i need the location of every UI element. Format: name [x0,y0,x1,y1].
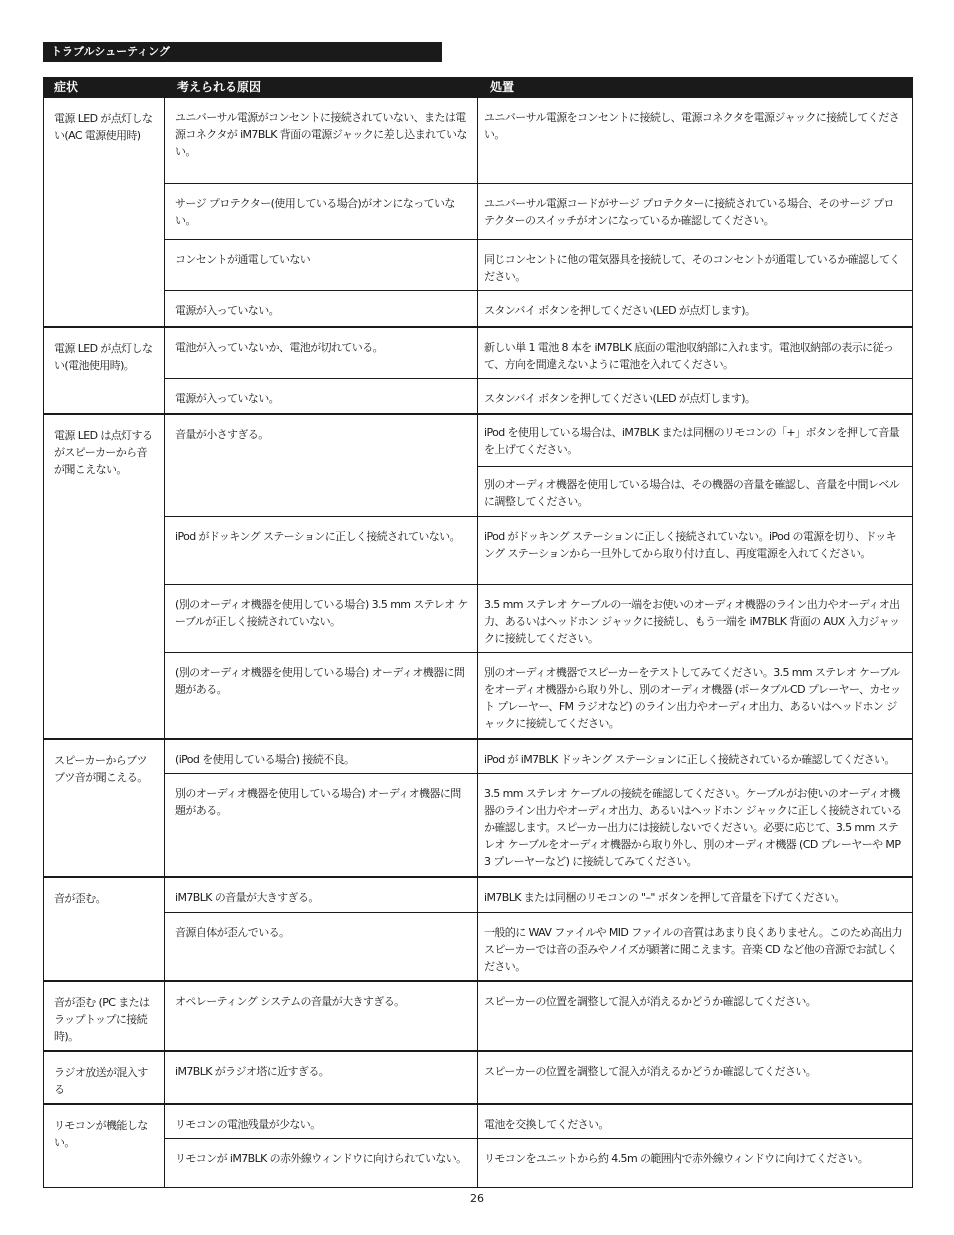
table-row [44,184,913,240]
cause-cell: リモコンが iM7BLK の赤外線ウィンドウに向けられていない。 [165,1138,478,1187]
table-row [44,414,913,517]
solution-cell: スタンバイ ボタンを押してください(LED が点灯します)。 [478,291,913,327]
table-row [44,1138,913,1187]
symptom-cell: リモコンが機能しない。 [44,1104,165,1188]
table-row [44,912,913,981]
table-row [44,981,913,1051]
cause-cell: iM7BLK の音量が大きすぎる。 [165,877,478,912]
table-row [44,327,913,379]
cause-cell: 別のオーディオ機器を使用している場合) オーディオ機器に問題がある。 [165,773,478,877]
table-row [44,291,913,327]
solution-cell: iPod が iM7BLK ドッキング ステーションに正しく接続されているか確認してください。 [478,739,913,774]
cause-cell: (iPod を使用している場合) 接続不良。 [165,739,478,774]
table-row [44,1104,913,1139]
table-row [44,1051,913,1104]
table-row [44,585,913,653]
cause-cell: サージ プロテクター(使用している場合)がオンになっていない。 [165,184,478,240]
solution-cell [478,414,913,517]
table-body [44,98,913,1188]
cause-cell: 音源自体が歪んでいる。 [165,912,478,981]
solution-cell: 新しい単 1 電池 8 本を iM7BLK 底面の電池収納部に入れます。電池収納部の表示に従って、方向を間違えないように電池を入れてください。 [478,327,913,379]
cause-cell: (別のオーディオ機器を使用している場合) オーディオ機器に問題がある。 [165,653,478,739]
cause-cell: コンセントが通電していない [165,240,478,291]
symptom-cell: 音が歪む。 [44,877,165,981]
table-row [44,378,913,414]
cause-cell: iPod がドッキング ステーションに正しく接続されていない。 [165,517,478,585]
table-header-row [44,77,913,98]
page-number: 26 [470,1192,484,1205]
cause-cell: リモコンの電池残量が少ない。 [165,1104,478,1139]
table-row [44,517,913,585]
solution-cell: iPod がドッキング ステーションに正しく接続されていない。iPod の電源を切り、ドッキング ステーションから一旦外してから取り付け直し、再度電源を入れてください。 [478,517,913,585]
cause-cell: オペレーティング システムの音量が大きすぎる。 [165,981,478,1051]
table-row [44,877,913,912]
solution-cell: 同じコンセントに他の電気器具を接続して、そのコンセントが通電しているか確認してください。 [478,240,913,291]
cause-cell: iM7BLK がラジオ塔に近すぎる。 [165,1051,478,1104]
solution-text: 別のオーディオ機器を使用している場合は、その機器の音量を確認し、音量を中間レベルに調整してください。 [484,478,900,508]
solution-cell: スピーカーの位置を調整して混入が消えるかどうか確認してください。 [478,1051,913,1104]
solution-cell: 別のオーディオ機器でスピーカーをテストしてみてください。3.5 mm ステレオ ケーブルをオーディオ機器から取り外し、別のオーディオ機器 (ポータブルCD プレーヤー、カセット プレーヤー、FM ラジオなど) のライン出力やオーディオ出力、あるいはヘッドホン ジャックに接続してください。 [478,653,913,739]
solution-cell: 3.5 mm ステレオ ケーブルの接続を確認してください。ケーブルがお使いのオーディオ機器のライン出力やオーディオ出力、あるいはヘッドホン ジャックに正しく接続されているか確認します。スピーカー出力には接続しないでください。必要に応じて、3.5 mm ステレオ ケーブルをオーディオ機器から取り外し、別のオーディオ機器 (CD プレーヤーや MP3 プレーヤーなど) に接続してみてください。 [478,773,913,877]
symptom-cell: スピーカーからブツブツ音が聞こえる。 [44,739,165,878]
cause-cell: ユニバーサル電源がコンセントに接続されていない、または電源コネクタが iM7BLK 背面の電源ジャックに差し込まれていない。 [165,98,478,184]
section-title: トラブルシューティング [43,42,442,62]
solution-cell: 3.5 mm ステレオ ケーブルの一端をお使いのオーディオ機器のライン出力やオーディオ出力、あるいはヘッドホン ジャックに接続し、もう一端を iM7BLK 背面の AUX 入力ジャックに接続してください。 [478,585,913,653]
table-row [44,240,913,291]
solution-cell: スピーカーの位置を調整して混入が消えるかどうか確認してください。 [478,981,913,1051]
symptom-cell: 電源 LED が点灯しない(AC 電源使用時) [44,98,165,327]
symptom-cell: 電源 LED は点灯するがスピーカーから音が聞こえない。 [44,414,165,739]
solution-cell: スタンバイ ボタンを押してください(LED が点灯します)。 [478,378,913,414]
cause-cell: 電源が入っていない。 [165,291,478,327]
symptom-cell: ラジオ放送が混入する [44,1051,165,1104]
table-row [44,98,913,184]
symptom-cell: 音が歪む (PC またはラップトップに接続時)。 [44,981,165,1051]
cause-cell: 音量が小さすぎる。 [165,414,478,517]
table-row [44,773,913,877]
cause-cell: 電池が入っていないか、電池が切れている。 [165,327,478,379]
symptom-cell: 電源 LED が点灯しない(電池使用時)。 [44,327,165,415]
header-symptom: 症状 [44,77,165,98]
solution-cell: ユニバーサル電源コードがサージ プロテクターに接続されている場合、そのサージ プロテクターのスイッチがオンになっているか確認してください。 [478,184,913,240]
solution-cell: 一般的に WAV ファイルや MID ファイルの音質はあまり良くありません。このため高出力スピーカーでは音の歪みやノイズが顕著に聞こえます。音楽 CD など他の音源でお試しください。 [478,912,913,981]
solution-cell: ユニバーサル電源をコンセントに接続し、電源コネクタを電源ジャックに接続してください。 [478,98,913,184]
troubleshooting-table [43,77,913,1188]
cause-cell: 電源が入っていない。 [165,378,478,414]
solution-cell: 電池を交換してください。 [478,1104,913,1139]
header-solution: 処置 [478,77,913,98]
cause-cell: (別のオーディオ機器を使用している場合) 3.5 mm ステレオ ケーブルが正しく接続されていない。 [165,585,478,653]
header-cause: 考えられる原因 [165,77,478,98]
solution-text: iPod を使用している場合は、iM7BLK または同梱のリモコンの「+」ボタンを押して音量を上げてください。 [478,415,912,467]
solution-cell: iM7BLK または同梱のリモコンの "–" ボタンを押して音量を下げてください。 [478,877,913,912]
solution-cell: リモコンをユニットから約 4.5m の範囲内で赤外線ウィンドウに向けてください。 [478,1138,913,1187]
table-row [44,653,913,739]
table-row [44,739,913,774]
